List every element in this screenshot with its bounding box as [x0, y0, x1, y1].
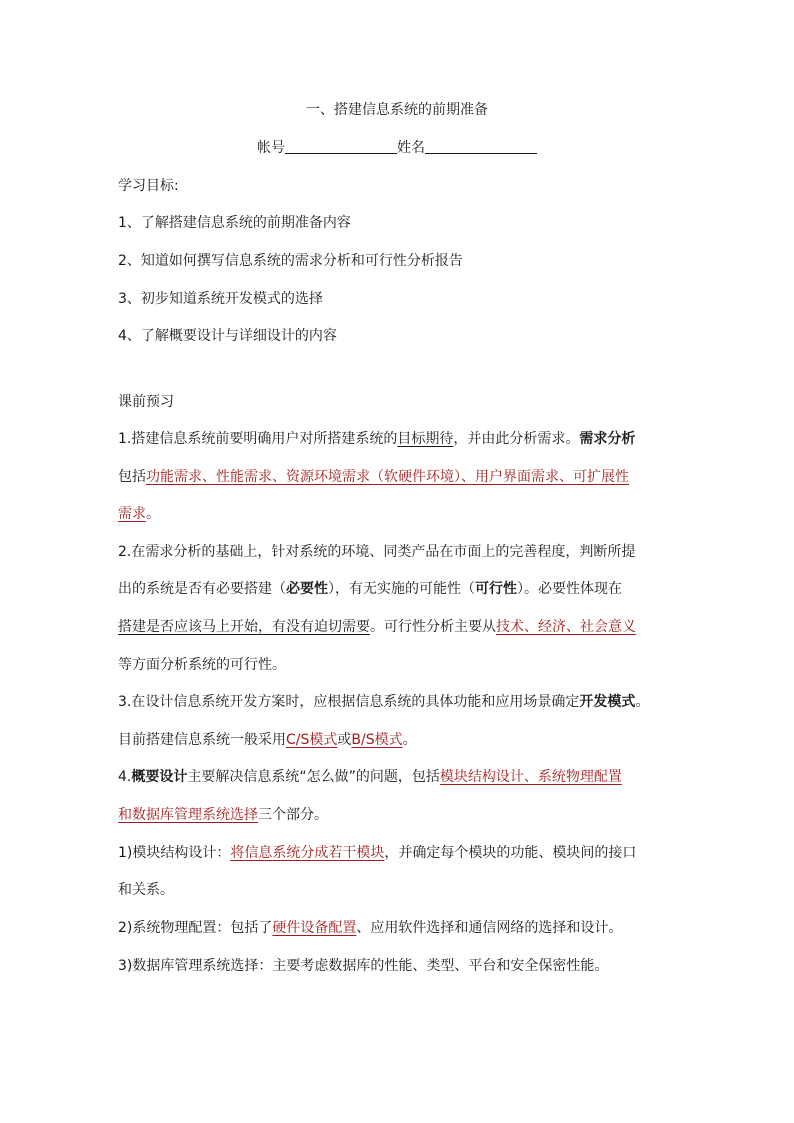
page-title: 一、搭建信息系统的前期准备	[306, 102, 488, 118]
p7-line1: 3)数据库管理系统选择：主要考虑数据库的性能、类型、平台和安全保密性能。	[118, 958, 609, 974]
p2-line4: 等方面分析系统的可行性。	[118, 657, 286, 673]
p4-line1	[118, 768, 622, 786]
answer-term: 性能需求	[216, 469, 272, 485]
p1-line3	[118, 505, 160, 523]
text: ，并确定每个模块的功能、模块间的接口	[384, 845, 637, 861]
answer-term: 技术	[496, 619, 524, 635]
objective-item: 2、知道如何撰写信息系统的需求分析和可行性分析报告	[118, 253, 463, 269]
text: 、应用软件选择和通信网络的选择和设计。	[356, 920, 623, 936]
text: 目前搭建信息系统一般采用	[118, 732, 286, 748]
answer-term: 用户界面需求	[475, 469, 559, 485]
underlined-term: 目标期待	[397, 431, 454, 447]
objectives-heading: 学习目标:	[118, 178, 179, 194]
bold-term: 需求分析	[579, 431, 636, 447]
answer-term: 和数据库管理系统选择	[118, 807, 258, 823]
answer-term: 功能需求	[146, 469, 202, 485]
objective-item: 4、了解概要设计与详细设计的内容	[118, 328, 337, 344]
text: 1)模块结构设计：	[118, 845, 231, 861]
name-label: 姓名	[397, 140, 425, 156]
text: 出的系统是否有必要搭建（	[118, 581, 286, 597]
underlined-term: 搭建是否应该马上开始，有没有迫切需要	[118, 619, 370, 635]
account-name-row	[0, 139, 794, 157]
p5-line2: 和关系。	[118, 882, 174, 898]
text: 4.	[118, 769, 132, 785]
answer-term: 模块结构设计	[439, 769, 524, 785]
separator: 、	[524, 619, 538, 635]
text: 2)系统物理配置：包括了	[118, 920, 273, 936]
bold-term: 必要性	[286, 581, 328, 597]
p2-line3	[118, 618, 636, 636]
answer-term: C/S模式	[286, 732, 338, 748]
answer-term: 资源环境需求（软硬件环境）	[286, 469, 461, 485]
separator: 、	[461, 469, 475, 485]
p2-line1: 2.在需求分析的基础上，针对系统的环境、同类产品在市面上的完善程度，判断所提	[118, 544, 636, 560]
p1-line1	[118, 430, 635, 448]
separator: 、	[559, 469, 573, 485]
answer-term: 系统物理配置	[537, 769, 622, 785]
text: 1.搭建信息系统前要明确用户对所搭建系统的	[118, 431, 398, 447]
p1-line2	[118, 468, 629, 486]
p2-line2	[118, 580, 622, 598]
bold-term: 开发模式	[579, 694, 636, 710]
separator: 、	[202, 469, 216, 485]
bold-term: 可行性	[475, 581, 517, 597]
text: 。	[146, 506, 160, 522]
answer-term: 将信息系统分成若干模块	[230, 845, 385, 861]
text: 。可行性分析主要从	[370, 619, 496, 635]
separator: 、	[523, 769, 538, 785]
text: ），有无实施的可能性（	[328, 581, 475, 597]
answer-term: B/S模式	[351, 732, 403, 748]
separator: 、	[272, 469, 286, 485]
objective-item: 3、初步知道系统开发模式的选择	[118, 291, 323, 307]
name-blank	[425, 139, 537, 154]
text: 。	[402, 732, 417, 748]
objective-item: 1、了解搭建信息系统的前期准备内容	[118, 215, 351, 231]
text: 。	[635, 694, 650, 710]
text: 三个部分。	[258, 807, 328, 823]
account-blank	[285, 139, 397, 154]
answer-term: 硬件设备配置	[272, 920, 357, 936]
answer-term: 需求	[118, 506, 146, 522]
p5-line1	[118, 844, 636, 862]
text: ，并由此分析需求。	[453, 431, 580, 447]
text: 3.在设计信息系统开发方案时，应根据信息系统的具体功能和应用场景确定	[118, 694, 580, 710]
text: ）。必要性体现在	[517, 581, 622, 597]
text: 主要解决信息系统“怎么做”的问题，包括	[187, 769, 440, 785]
p3-line2	[118, 731, 417, 749]
p3-line1	[118, 693, 649, 711]
text: 包括	[118, 469, 146, 485]
answer-term: 经济	[538, 619, 566, 635]
answer-term: 社会意义	[580, 619, 636, 635]
bold-term: 概要设计	[131, 769, 188, 785]
account-label: 帐号	[257, 140, 285, 156]
separator: 、	[566, 619, 580, 635]
text: 或	[337, 732, 352, 748]
answer-term: 可扩展性	[573, 469, 629, 485]
p4-line2	[118, 806, 328, 824]
p6-line1	[118, 919, 622, 937]
preview-heading: 课前预习	[118, 394, 174, 410]
